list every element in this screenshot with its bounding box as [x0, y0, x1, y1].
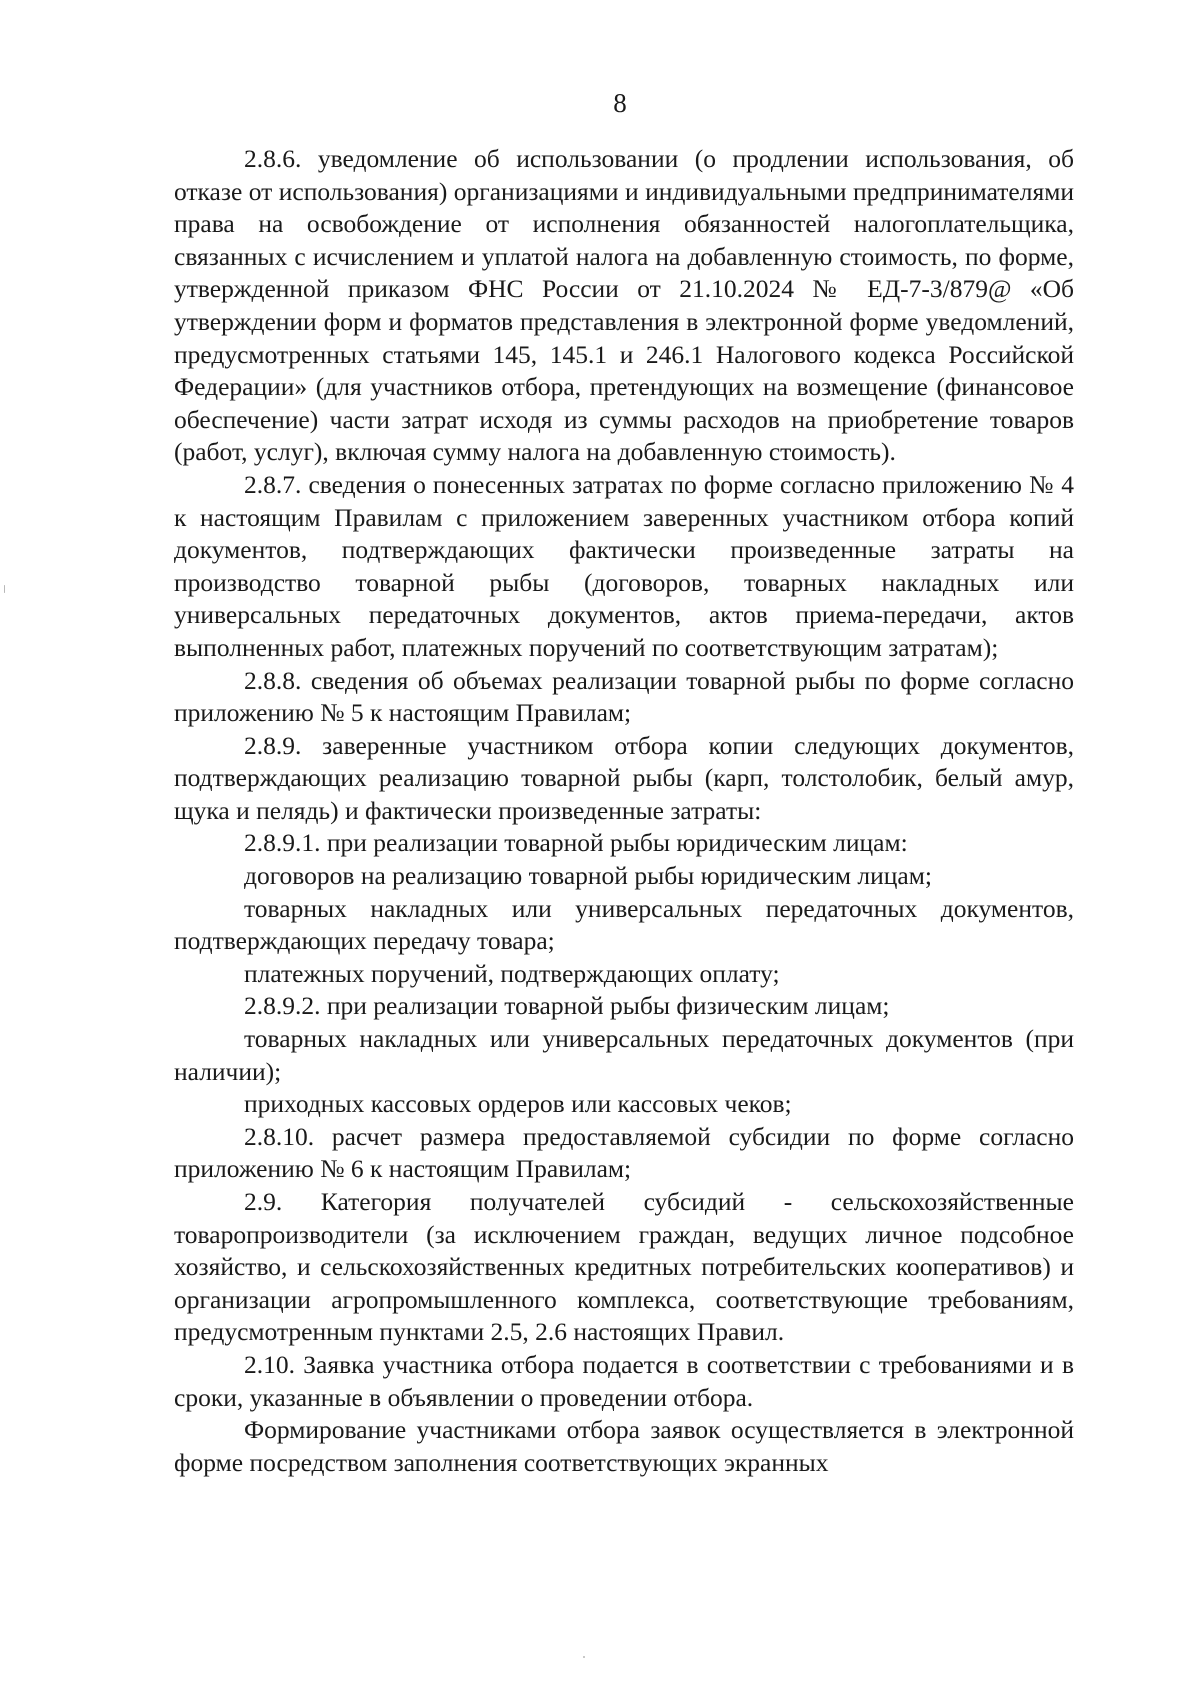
- paragraph-2-8-6: 2.8.6. уведомление об использовании (о продлении использования, об отказе от использования) организациями и индивидуальными предпринимателями права на освобождение от исполнения обязанностей налогоплательщика, связанных с исчислением и уплатой налога на добавленную стоимость, по форме, утвержденной приказом ФНС России от 21.10.2024 № ЕД-7-3/879@ «Об утверждении форм и форматов представления в электронной форме уведомлений, предусмотренных статьями 145, 145.1 и 246.1 Налогового кодекса Российской Федерации» (для участников отбора, претендующих на возмещение (финансовое обеспечение) части затрат исходя из суммы расходов на приобретение товаров (работ, услуг), включая сумму налога на добавленную стоимость).: [174, 144, 1074, 467]
- paragraph-2-9: 2.9. Категория получателей субсидий - сельскохозяйственные товаропроизводители (за исключением граждан, ведущих личное подсобное хозяйство, и сельскохозяйственных кредитных потребительских кооперативов) и организации агропромышленного комплекса, соответствующие требованиям, предусмотренным пунктами 2.5, 2.6 настоящих Правил.: [174, 1187, 1074, 1347]
- paragraph-2-8-8: 2.8.8. сведения об объемах реализации товарной рыбы по форме согласно приложению № 5 к настоящим Правилам;: [174, 665, 1074, 728]
- page-number: 8: [613, 88, 627, 118]
- paragraph-2-8-9: 2.8.9. заверенные участником отбора копии следующих документов, подтверждающих реализацию товарной рыбы (карп, толстолобик, белый амур, щука и пелядь) и фактически произведенные затраты:: [174, 730, 1074, 825]
- list-item-contracts: договоров на реализацию товарной рыбы юридическим лицам;: [244, 861, 932, 891]
- list-item-payment-orders: платежных поручений, подтверждающих оплату;: [244, 958, 780, 988]
- paragraph-2-8-9-1: 2.8.9.1. при реализации товарной рыбы юридическим лицам:: [244, 828, 908, 858]
- list-item-cash-orders: приходных кассовых ордеров или кассовых чеков;: [244, 1089, 792, 1119]
- paragraph-2-8-9-2: 2.8.9.2. при реализации товарной рыбы физическим лицам;: [244, 991, 890, 1021]
- paragraph-application-forming: Формирование участниками отбора заявок осуществляется в электронной форме посредством заполнения соответствующих экранных: [174, 1415, 1074, 1477]
- scan-speck: [583, 1656, 585, 1658]
- scan-speck: [4, 585, 5, 593]
- paragraph-2-8-10: 2.8.10. расчет размера предоставляемой субсидии по форме согласно приложению № 6 к настоящим Правилам;: [174, 1121, 1074, 1184]
- document-body: [174, 143, 1074, 1479]
- paragraph-2-8-7: 2.8.7. сведения о понесенных затратах по форме согласно приложению № 4 к настоящим Правилам с приложением заверенных участником отбора копий документов, подтверждающих фактически произведенные затраты на производство товарной рыбы (договоров, товарных накладных или универсальных передаточных документов, актов приема-передачи, актов выполненных работ, платежных поручений по соответствующим затратам);: [174, 469, 1074, 662]
- paragraph-2-10: 2.10. Заявка участника отбора подается в соответствии с требованиями и в сроки, указанные в объявлении о проведении отбора.: [174, 1349, 1074, 1412]
- list-item-waybills-individuals: товарных накладных или универсальных передаточных документов (при наличии);: [174, 1024, 1074, 1086]
- list-item-waybills-legal: товарных накладных или универсальных передаточных документов, подтверждающих передачу товара;: [174, 893, 1074, 956]
